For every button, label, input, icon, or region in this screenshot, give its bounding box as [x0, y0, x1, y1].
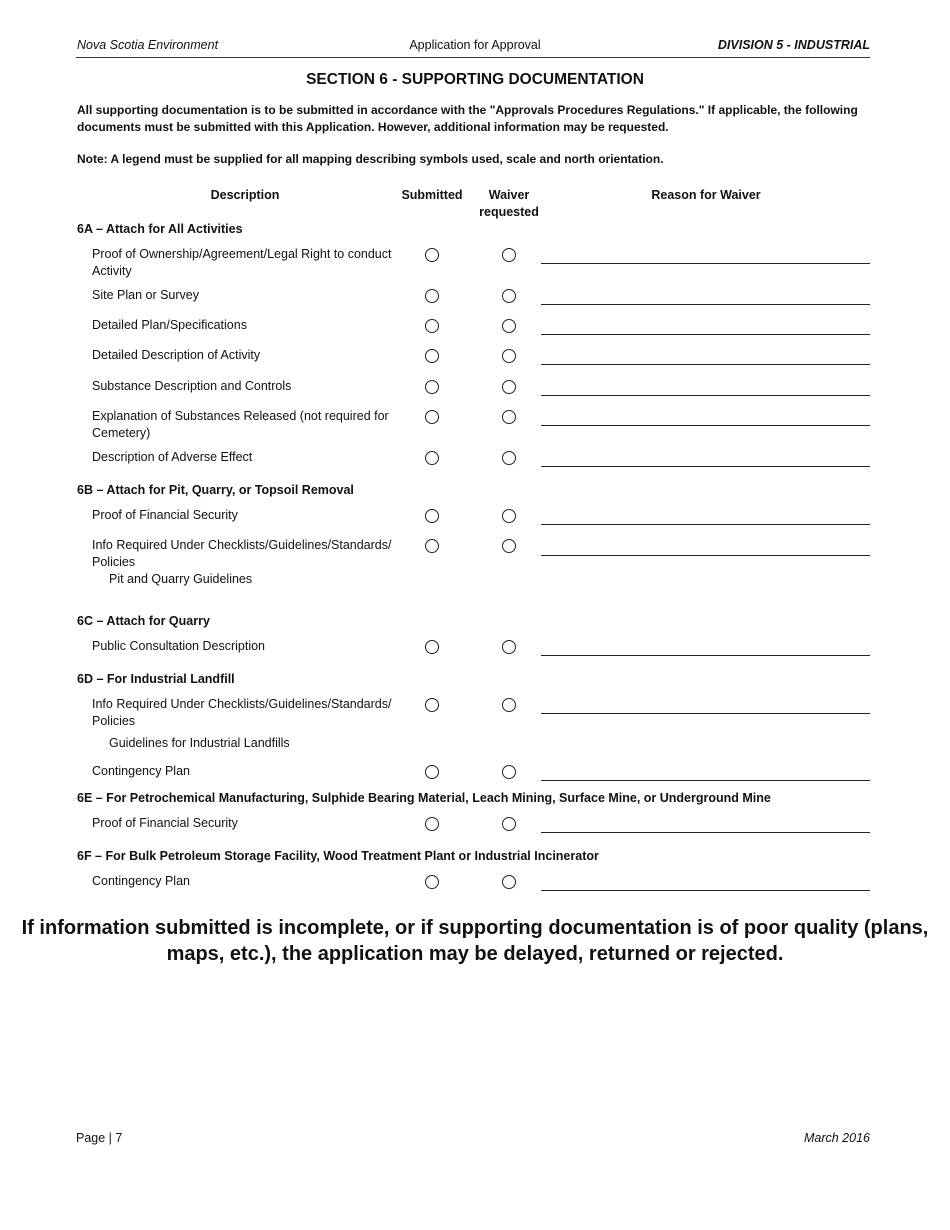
submitted-radio-checklists-6d[interactable] [425, 698, 439, 712]
submitted-radio-ownership[interactable] [425, 248, 439, 262]
reason-field-public-consultation[interactable] [541, 655, 870, 656]
column-description: Description [210, 188, 280, 202]
waiver-radio-financial-security-6e[interactable] [502, 817, 516, 831]
reason-field-substances-released[interactable] [541, 425, 870, 426]
incomplete-application-warning: If information submitted is incomplete, or if supporting documentation is of poor quality (plans, maps, etc.), the application may be delayed, returned or rejected. [21, 917, 929, 965]
page-number: Page | 7 [76, 1131, 123, 1145]
submitted-radio-adverse-effect[interactable] [425, 451, 439, 465]
item-detailed-description: Detailed Description of Activity [92, 348, 261, 362]
item-contingency-plan-6f: Contingency Plan [92, 874, 190, 888]
waiver-radio-adverse-effect[interactable] [502, 451, 516, 465]
intro-paragraph: All supporting documentation is to be submitted in accordance with the "Approvals Procedures Regulations." If applicable, the following documents must be submitted with this Application. However, additional information may be requested. [77, 103, 858, 134]
submitted-radio-checklists-6b[interactable] [425, 539, 439, 553]
section-6f-heading: 6F – For Bulk Petroleum Storage Facility, Wood Treatment Plant or Industrial Incinerator [77, 849, 599, 863]
item-detailed-plan: Detailed Plan/Specifications [92, 318, 247, 332]
item-checklists-6b: Info Required Under Checklists/Guidelines/Standards/ Policies [92, 538, 392, 569]
item-substance-description: Substance Description and Controls [92, 379, 292, 393]
waiver-radio-checklists-6b[interactable] [502, 539, 516, 553]
section-6d-heading: 6D – For Industrial Landfill [77, 672, 235, 686]
waiver-radio-financial-security-6b[interactable] [502, 509, 516, 523]
column-waiver-requested: Waiver requested [479, 188, 539, 219]
revision-date: March 2016 [803, 1131, 870, 1145]
submitted-radio-contingency-6d[interactable] [425, 765, 439, 779]
waiver-radio-detailed-description[interactable] [502, 349, 516, 363]
item-adverse-effect: Description of Adverse Effect [92, 450, 253, 464]
reason-field-substance-description[interactable] [541, 395, 870, 396]
header-division: DIVISION 5 - INDUSTRIAL [717, 38, 870, 52]
header-form-title: Application for Approval [409, 38, 541, 52]
page-title: SECTION 6 - SUPPORTING DOCUMENTATION [306, 71, 644, 88]
submitted-radio-contingency-6f[interactable] [425, 875, 439, 889]
item-pit-quarry-guidelines: Pit and Quarry Guidelines [109, 572, 253, 586]
reason-field-adverse-effect[interactable] [541, 466, 870, 467]
reason-field-financial-security-6b[interactable] [541, 524, 870, 525]
submitted-radio-financial-security-6b[interactable] [425, 509, 439, 523]
section-6b-heading: 6B – Attach for Pit, Quarry, or Topsoil Removal [77, 483, 354, 497]
submitted-radio-substances-released[interactable] [425, 410, 439, 424]
header-agency: Nova Scotia Environment [77, 38, 219, 52]
reason-field-checklists-6b[interactable] [541, 555, 870, 556]
submitted-radio-detailed-plan[interactable] [425, 319, 439, 333]
item-proof-of-ownership: Proof of Ownership/Agreement/Legal Right to conduct Activity [92, 247, 392, 278]
waiver-radio-ownership[interactable] [502, 248, 516, 262]
submitted-radio-site-plan[interactable] [425, 289, 439, 303]
legend-note: Note: A legend must be supplied for all mapping describing symbols used, scale and north orientation. [77, 152, 664, 166]
reason-field-ownership[interactable] [541, 263, 870, 264]
item-site-plan: Site Plan or Survey [92, 288, 199, 302]
waiver-radio-contingency-6f[interactable] [502, 875, 516, 889]
waiver-radio-substances-released[interactable] [502, 410, 516, 424]
waiver-radio-detailed-plan[interactable] [502, 319, 516, 333]
item-industrial-landfill-guidelines: Guidelines for Industrial Landfills [109, 736, 290, 750]
waiver-radio-public-consultation[interactable] [502, 640, 516, 654]
item-substances-released: Explanation of Substances Released (not required for Cemetery) [92, 409, 389, 440]
reason-field-financial-security-6e[interactable] [541, 832, 870, 833]
waiver-radio-contingency-6d[interactable] [502, 765, 516, 779]
reason-field-detailed-plan[interactable] [541, 334, 870, 335]
reason-field-detailed-description[interactable] [541, 364, 870, 365]
section-6c-heading: 6C – Attach for Quarry [77, 614, 210, 628]
item-public-consultation: Public Consultation Description [92, 639, 266, 653]
waiver-radio-site-plan[interactable] [502, 289, 516, 303]
submitted-radio-detailed-description[interactable] [425, 349, 439, 363]
submitted-radio-financial-security-6e[interactable] [425, 817, 439, 831]
submitted-radio-substance-description[interactable] [425, 380, 439, 394]
header-divider [76, 57, 870, 58]
reason-field-site-plan[interactable] [541, 304, 870, 305]
reason-field-checklists-6d[interactable] [541, 713, 870, 714]
item-contingency-plan-6d: Contingency Plan [92, 764, 190, 778]
reason-field-contingency-6f[interactable] [541, 890, 870, 891]
section-6e-heading: 6E – For Petrochemical Manufacturing, Sulphide Bearing Material, Leach Mining, Surface Mine, or Underground Mine [77, 791, 771, 805]
submitted-radio-public-consultation[interactable] [425, 640, 439, 654]
item-financial-security-6e: Proof of Financial Security [92, 816, 238, 830]
section-6a-heading: 6A – Attach for All Activities [77, 222, 243, 236]
item-checklists-6d: Info Required Under Checklists/Guidelines/Standards/ Policies [92, 697, 392, 728]
item-financial-security-6b: Proof of Financial Security [92, 508, 238, 522]
column-reason-for-waiver: Reason for Waiver [651, 188, 761, 202]
waiver-radio-checklists-6d[interactable] [502, 698, 516, 712]
waiver-radio-substance-description[interactable] [502, 380, 516, 394]
column-submitted: Submitted [401, 188, 463, 202]
reason-field-contingency-6d[interactable] [541, 780, 870, 781]
